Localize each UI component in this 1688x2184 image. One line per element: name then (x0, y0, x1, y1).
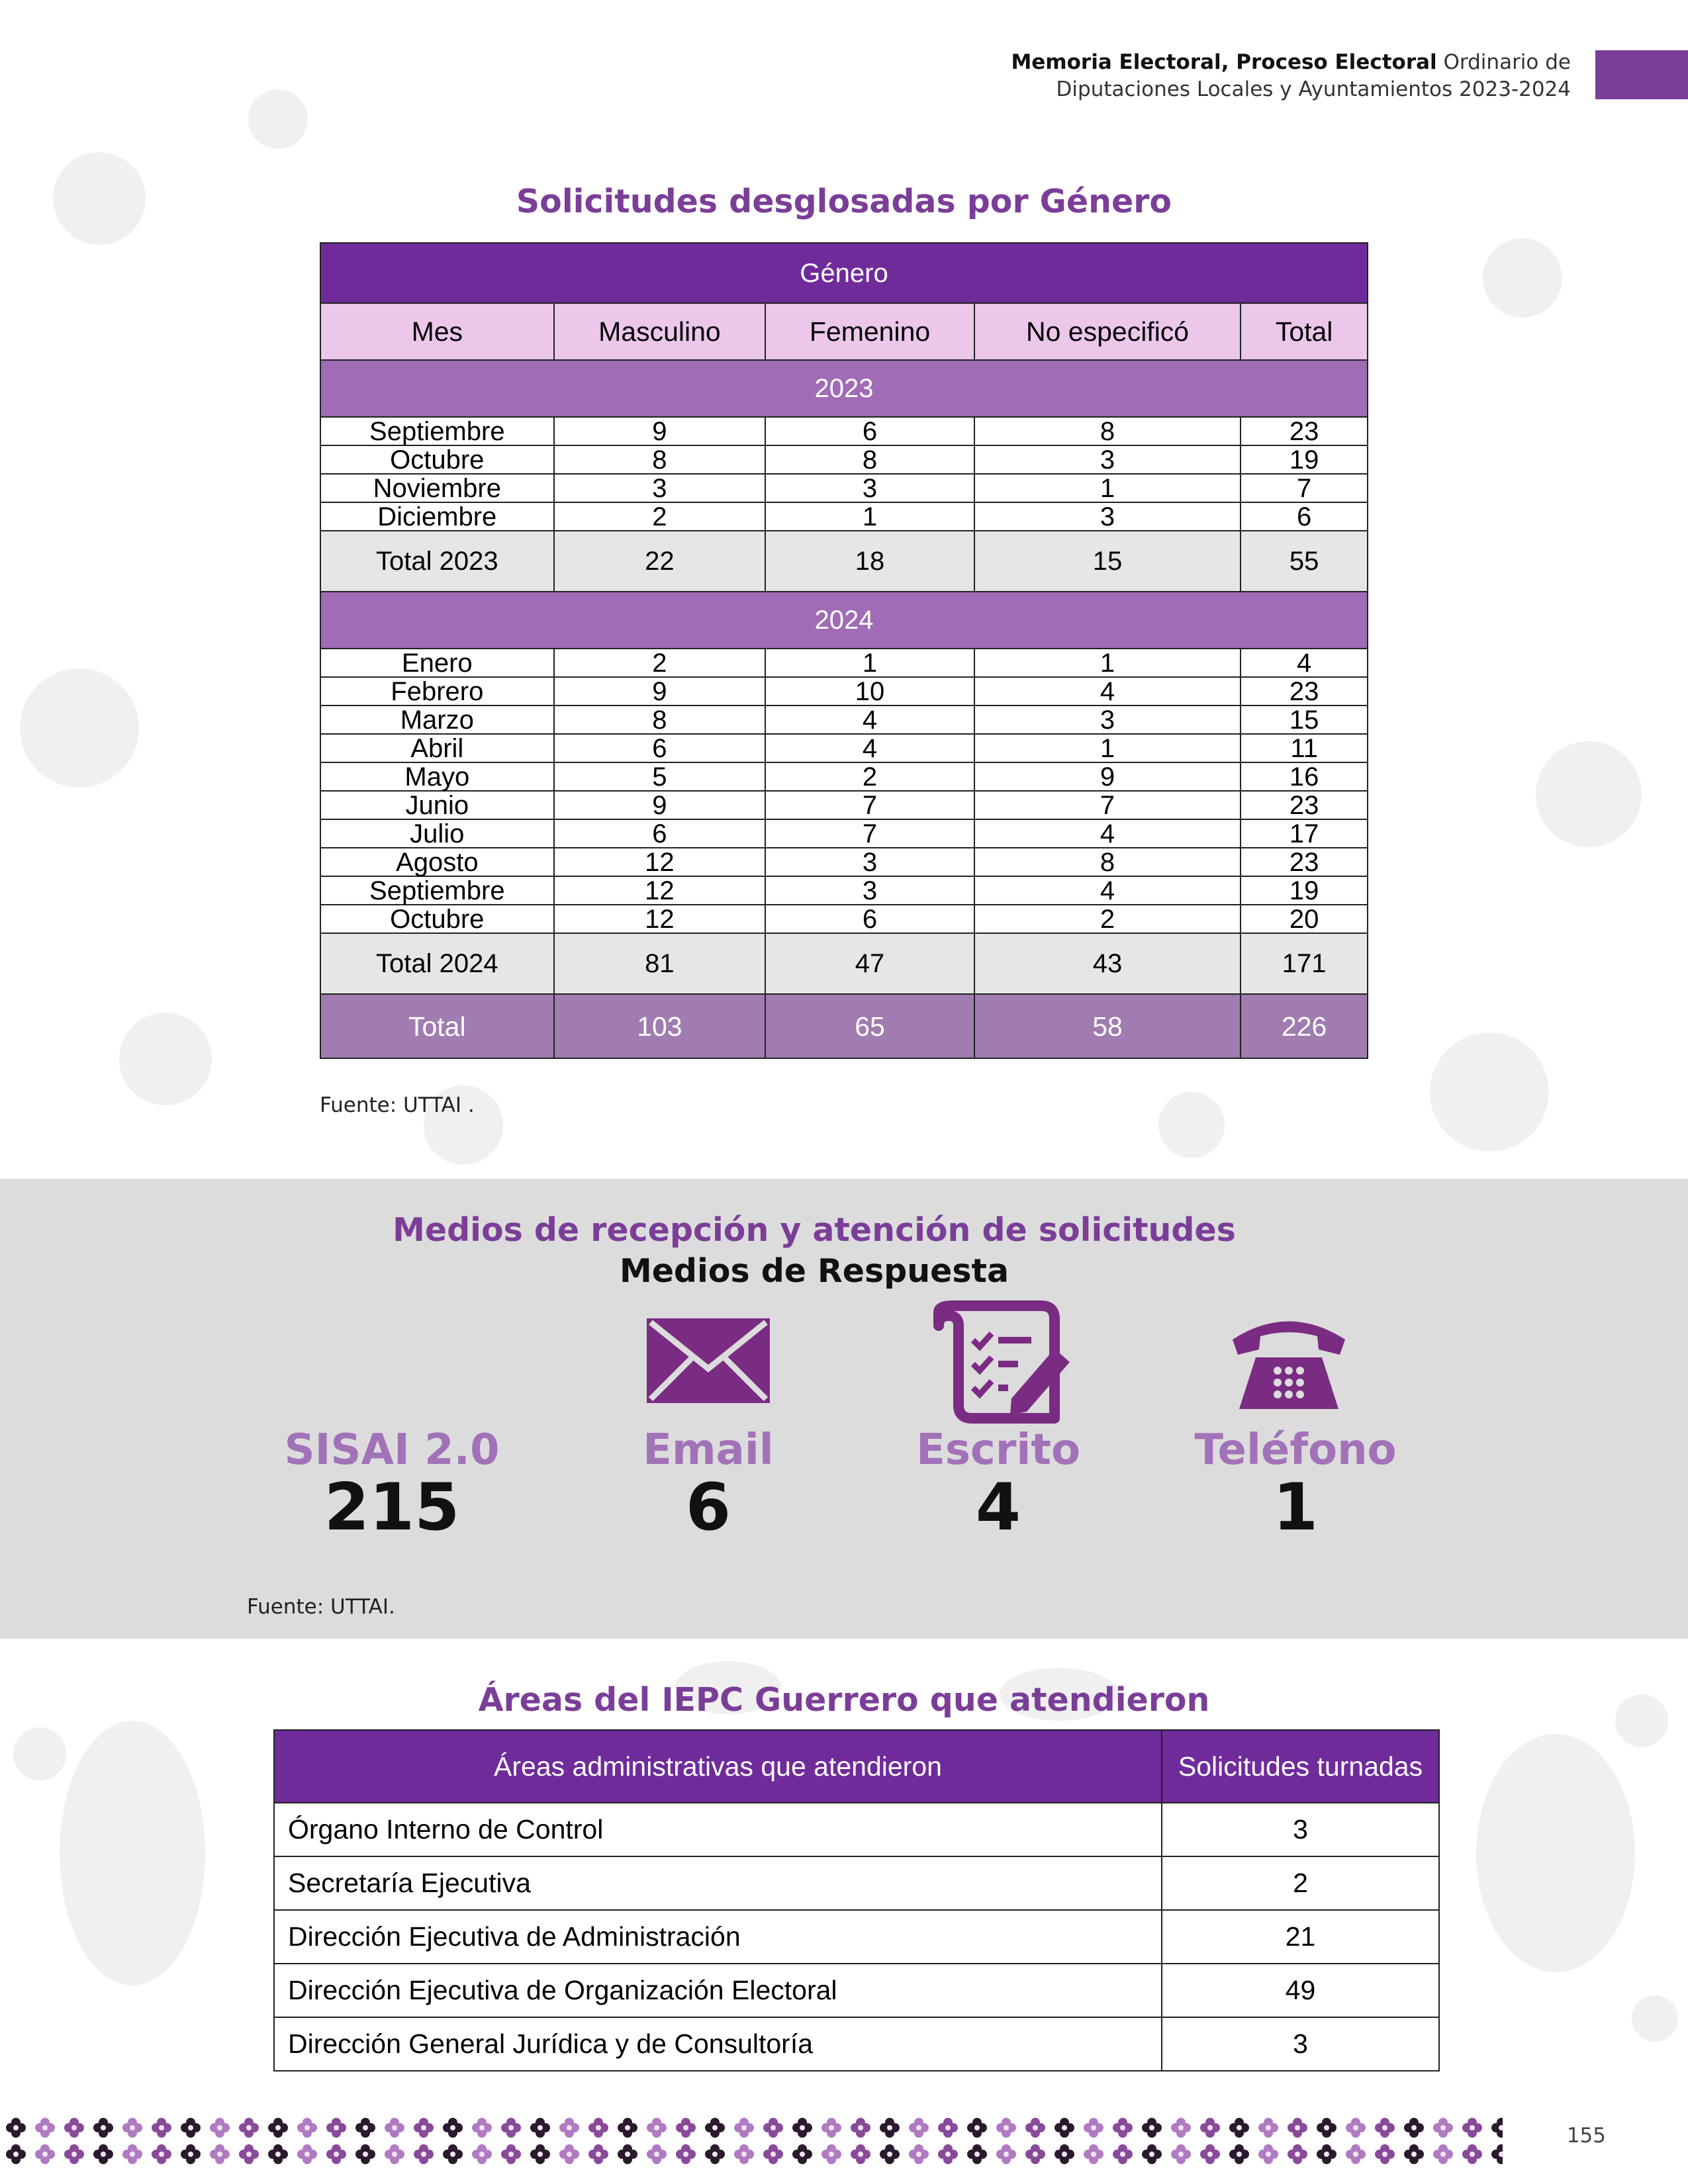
embroidery-flower (1288, 2144, 1307, 2164)
embroidery-flower (6, 2118, 26, 2138)
table-cell: 9 (554, 791, 766, 819)
column-header: Áreas administrativas que atendieron (274, 1730, 1162, 1803)
embroidery-flower (1491, 2118, 1503, 2138)
gender-table (320, 242, 1368, 1059)
table-cell: 17 (1241, 819, 1368, 848)
table-cell: 11 (1241, 734, 1368, 762)
embroidery-flower (938, 2118, 958, 2138)
embroidery-flower (676, 2118, 696, 2138)
table-cell: 5 (554, 762, 766, 791)
embroidery-flower (268, 2144, 288, 2164)
table-row (320, 819, 1368, 848)
table-cell: 12 (554, 905, 766, 933)
embroidery-flower (1142, 2144, 1162, 2164)
table-row (320, 791, 1368, 819)
table-cell: 2 (1162, 1856, 1439, 1910)
table-cell: 3 (554, 474, 766, 502)
embroidery-flower (1084, 2144, 1103, 2164)
table-cell: 4 (974, 677, 1241, 705)
embroidery-flower (35, 2118, 55, 2138)
grand-total-cell: 103 (554, 994, 766, 1058)
embroidery-flower (1142, 2118, 1162, 2138)
embroidery-flower (355, 2118, 375, 2138)
embroidery-flower (618, 2144, 637, 2164)
total-cell: 15 (974, 531, 1241, 592)
medio-value: 215 (324, 1470, 460, 1545)
table-cell: 23 (1241, 677, 1368, 705)
medios-subtitle: Medios de Respuesta (619, 1252, 1009, 1290)
column-header: Solicitudes turnadas (1162, 1730, 1439, 1803)
embroidery-flower (1404, 2144, 1424, 2164)
table-row (320, 445, 1368, 474)
table-row (320, 734, 1368, 762)
table-cell: 3 (1162, 1803, 1439, 1856)
total-cell: 171 (1241, 933, 1368, 994)
embroidery-flower (1229, 2118, 1249, 2138)
table-cell: 2 (974, 905, 1241, 933)
table-cell: 49 (1162, 1964, 1439, 2017)
embroidery-flower (326, 2144, 346, 2164)
header-accent-bar (1595, 50, 1688, 99)
embroidery-flower (122, 2118, 142, 2138)
grand-total-cell: 65 (765, 994, 974, 1058)
embroidery-flower (792, 2118, 812, 2138)
table-cell: Mayo (320, 762, 554, 791)
table-cell: 1 (765, 649, 974, 677)
embroidery-flower (1462, 2118, 1482, 2138)
table-row (320, 848, 1368, 876)
embroidery-flower (734, 2118, 754, 2138)
running-header (843, 49, 1571, 103)
group-header: Género (320, 243, 1368, 303)
embroidery-flower (64, 2144, 84, 2164)
table-cell: 7 (974, 791, 1241, 819)
year-label: 2024 (320, 592, 1368, 649)
embroidery-flower (1025, 2144, 1045, 2164)
embroidery-flower (1229, 2144, 1249, 2164)
embroidery-flower (443, 2144, 463, 2164)
table-row (320, 705, 1368, 734)
medio-value: 6 (685, 1470, 731, 1545)
grand-total-cell: 226 (1241, 994, 1368, 1058)
embroidery-flower (1084, 2118, 1103, 2138)
embroidery-flower (1346, 2118, 1366, 2138)
table-cell: 2 (765, 762, 974, 791)
embroidery-flower (676, 2144, 696, 2164)
page-number: 155 (1566, 2124, 1606, 2148)
table-row (320, 417, 1368, 445)
table-cell: 4 (974, 876, 1241, 905)
embroidery-flower (588, 2144, 608, 2164)
table-row (274, 1964, 1439, 2017)
embroidery-flower (909, 2118, 929, 2138)
table-cell: 3 (974, 445, 1241, 474)
column-header: No especificó (974, 303, 1241, 360)
embroidery-flower (938, 2144, 958, 2164)
embroidery-flower (501, 2144, 521, 2164)
embroidery-flower (1491, 2144, 1503, 2164)
embroidery-flower (472, 2144, 492, 2164)
column-header: Masculino (554, 303, 766, 360)
embroidery-flower (152, 2144, 171, 2164)
embroidery-flower (385, 2144, 404, 2164)
table-cell: Órgano Interno de Control (274, 1803, 1162, 1856)
table-cell: 9 (554, 677, 766, 705)
embroidery-flower (559, 2144, 579, 2164)
embroidery-flower (530, 2144, 550, 2164)
embroidery-flower (93, 2144, 113, 2164)
table-row (274, 1856, 1439, 1910)
column-header: Total (1241, 303, 1368, 360)
year-label: 2023 (320, 360, 1368, 417)
table-row (320, 876, 1368, 905)
medio-label: Escrito (916, 1426, 1080, 1475)
header-line2: Diputaciones Locales y Ayuntamientos 2023-2024 (1056, 77, 1571, 101)
written-document-icon (932, 1299, 1078, 1425)
table-cell: 1 (974, 734, 1241, 762)
table-cell: 12 (554, 876, 766, 905)
embroidery-flower (1025, 2118, 1045, 2138)
embroidery-flower (821, 2144, 841, 2164)
embroidery-flower (530, 2118, 550, 2138)
column-header: Femenino (765, 303, 974, 360)
telephone-icon (1226, 1310, 1352, 1413)
embroidery-flower (297, 2118, 317, 2138)
embroidery-flower (1055, 2144, 1074, 2164)
grand-total-cell: 58 (974, 994, 1241, 1058)
embroidery-flower (297, 2144, 317, 2164)
table-cell: 8 (554, 705, 766, 734)
embroidery-flower (1113, 2144, 1133, 2164)
envelope-icon (647, 1318, 770, 1403)
embroidery-flower (385, 2118, 404, 2138)
embroidery-flower (1258, 2118, 1278, 2138)
table-cell: Dirección General Jurídica y de Consultoría (274, 2017, 1162, 2071)
embroidery-flower (1433, 2118, 1453, 2138)
header-rest: Ordinario de (1443, 50, 1571, 74)
table-cell: Marzo (320, 705, 554, 734)
embroidery-flower (996, 2144, 1016, 2164)
table-cell: Noviembre (320, 474, 554, 502)
table-row (320, 762, 1368, 791)
embroidery-border (0, 2111, 1503, 2171)
medio-value: 1 (1272, 1470, 1319, 1545)
embroidery-flower (588, 2118, 608, 2138)
table-cell: 4 (1241, 649, 1368, 677)
embroidery-flower (1317, 2144, 1336, 2164)
table-cell: 20 (1241, 905, 1368, 933)
table-cell: 8 (974, 417, 1241, 445)
gender-table-source: Fuente: UTTAI . (320, 1093, 475, 1117)
table-cell: 21 (1162, 1910, 1439, 1964)
table-cell: 23 (1241, 417, 1368, 445)
embroidery-flower (996, 2118, 1016, 2138)
table-row (320, 905, 1368, 933)
total-cell: 18 (765, 531, 974, 592)
table-cell: 4 (974, 819, 1241, 848)
embroidery-flower (268, 2118, 288, 2138)
table-row (274, 2017, 1439, 2071)
table-cell: 15 (1241, 705, 1368, 734)
embroidery-flower (851, 2118, 870, 2138)
table-cell: 1 (765, 502, 974, 531)
column-header: Mes (320, 303, 554, 360)
table-cell: Diciembre (320, 502, 554, 531)
table-cell: Julio (320, 819, 554, 848)
table-cell: 6 (765, 905, 974, 933)
table-cell: Septiembre (320, 417, 554, 445)
table-cell: 8 (974, 848, 1241, 876)
table-cell: 6 (765, 417, 974, 445)
table-cell: 1 (974, 474, 1241, 502)
embroidery-flower (152, 2118, 171, 2138)
medio-label: Teléfono (1194, 1426, 1397, 1475)
embroidery-flower (6, 2144, 26, 2164)
embroidery-flower (1258, 2144, 1278, 2164)
table-cell: 8 (554, 445, 766, 474)
table-cell: 6 (554, 734, 766, 762)
embroidery-flower (181, 2144, 201, 2164)
embroidery-flower (35, 2144, 55, 2164)
table-cell: Abril (320, 734, 554, 762)
embroidery-flower (1200, 2118, 1220, 2138)
table-row (320, 649, 1368, 677)
total-cell: 47 (765, 933, 974, 994)
embroidery-flower (210, 2144, 230, 2164)
table-cell: 6 (1241, 502, 1368, 531)
table-cell: 8 (765, 445, 974, 474)
table-cell: 3 (765, 848, 974, 876)
embroidery-flower (1200, 2144, 1220, 2164)
table-cell: 3 (1162, 2017, 1439, 2071)
table-cell: 7 (765, 819, 974, 848)
embroidery-flower (559, 2118, 579, 2138)
table-cell: 12 (554, 848, 766, 876)
embroidery-flower (443, 2118, 463, 2138)
table-cell: 9 (974, 762, 1241, 791)
embroidery-flower (181, 2118, 201, 2138)
embroidery-flower (122, 2144, 142, 2164)
table-cell: 2 (554, 502, 766, 531)
embroidery-flower (239, 2144, 259, 2164)
table-cell: Octubre (320, 905, 554, 933)
gender-table-title: Solicitudes desglosadas por Género (516, 183, 1172, 220)
embroidery-flower (414, 2118, 434, 2138)
table-cell: 7 (765, 791, 974, 819)
embroidery-flower (851, 2144, 870, 2164)
embroidery-flower (1462, 2144, 1482, 2164)
medios-source: Fuente: UTTAI. (247, 1595, 395, 1619)
areas-table-title: Áreas del IEPC Guerrero que atendieron (478, 1681, 1210, 1719)
grand-total-cell: Total (320, 994, 554, 1058)
table-cell: 6 (554, 819, 766, 848)
embroidery-flower (647, 2144, 667, 2164)
table-cell: 7 (1241, 474, 1368, 502)
table-cell: Agosto (320, 848, 554, 876)
embroidery-flower (355, 2144, 375, 2164)
embroidery-flower (647, 2118, 667, 2138)
total-cell: Total 2024 (320, 933, 554, 994)
table-cell: 19 (1241, 876, 1368, 905)
medio-label: SISAI 2.0 (284, 1426, 500, 1475)
total-cell: 43 (974, 933, 1241, 994)
embroidery-flower (93, 2118, 113, 2138)
embroidery-flower (1375, 2144, 1395, 2164)
embroidery-flower (880, 2118, 900, 2138)
embroidery-flower (472, 2118, 492, 2138)
embroidery-flower (64, 2118, 84, 2138)
table-cell: Dirección Ejecutiva de Organización Electoral (274, 1964, 1162, 2017)
embroidery-flower (414, 2144, 434, 2164)
table-cell: 23 (1241, 848, 1368, 876)
table-cell: 3 (765, 474, 974, 502)
total-cell: 81 (554, 933, 766, 994)
embroidery-flower (792, 2144, 812, 2164)
table-cell: Dirección Ejecutiva de Administración (274, 1910, 1162, 1964)
embroidery-flower (1433, 2144, 1453, 2164)
table-cell: Enero (320, 649, 554, 677)
table-cell: 4 (765, 734, 974, 762)
medio-sisai (220, 1426, 564, 1545)
table-cell: 9 (554, 417, 766, 445)
embroidery-flower (821, 2118, 841, 2138)
embroidery-flower (1171, 2118, 1191, 2138)
embroidery-flower (618, 2118, 637, 2138)
embroidery-flower (1288, 2118, 1307, 2138)
table-cell: 23 (1241, 791, 1368, 819)
embroidery-flower (1171, 2144, 1191, 2164)
total-cell: 55 (1241, 531, 1368, 592)
table-row (274, 1803, 1439, 1856)
total-cell: Total 2023 (320, 531, 554, 592)
medio-value: 4 (975, 1470, 1021, 1545)
table-cell: 4 (765, 705, 974, 734)
medio-label: Email (643, 1426, 774, 1475)
table-cell: 3 (974, 502, 1241, 531)
embroidery-flower (210, 2118, 230, 2138)
table-cell: Junio (320, 791, 554, 819)
embroidery-flower (705, 2118, 725, 2138)
embroidery-flower (501, 2118, 521, 2138)
embroidery-flower (1346, 2144, 1366, 2164)
embroidery-flower (1113, 2118, 1133, 2138)
table-cell: 1 (974, 649, 1241, 677)
embroidery-flower (1404, 2118, 1424, 2138)
table-cell: 3 (765, 876, 974, 905)
table-cell: Secretaría Ejecutiva (274, 1856, 1162, 1910)
medios-title: Medios de recepción y atención de solicitudes (393, 1211, 1236, 1249)
embroidery-flower (1375, 2118, 1395, 2138)
areas-table (273, 1729, 1440, 2071)
medio-telefono (1123, 1426, 1468, 1545)
embroidery-flower (967, 2118, 987, 2138)
embroidery-flower (880, 2144, 900, 2164)
table-row (320, 474, 1368, 502)
table-row (274, 1910, 1439, 1964)
total-cell: 22 (554, 531, 766, 592)
medio-escrito (826, 1426, 1170, 1545)
table-row (320, 677, 1368, 705)
header-bold: Memoria Electoral, Proceso Electoral (1011, 50, 1437, 74)
embroidery-flower (763, 2144, 783, 2164)
table-cell: 10 (765, 677, 974, 705)
table-cell: Octubre (320, 445, 554, 474)
table-cell: Septiembre (320, 876, 554, 905)
embroidery-flower (967, 2144, 987, 2164)
table-cell: 3 (974, 705, 1241, 734)
embroidery-flower (734, 2144, 754, 2164)
table-row (320, 502, 1368, 531)
embroidery-flower (1317, 2118, 1336, 2138)
table-cell: 2 (554, 649, 766, 677)
embroidery-flower (763, 2118, 783, 2138)
table-cell: 16 (1241, 762, 1368, 791)
embroidery-flower (239, 2118, 259, 2138)
embroidery-flower (326, 2118, 346, 2138)
embroidery-flower (1055, 2118, 1074, 2138)
embroidery-flower (909, 2144, 929, 2164)
table-cell: Febrero (320, 677, 554, 705)
embroidery-flower (705, 2144, 725, 2164)
table-cell: 19 (1241, 445, 1368, 474)
